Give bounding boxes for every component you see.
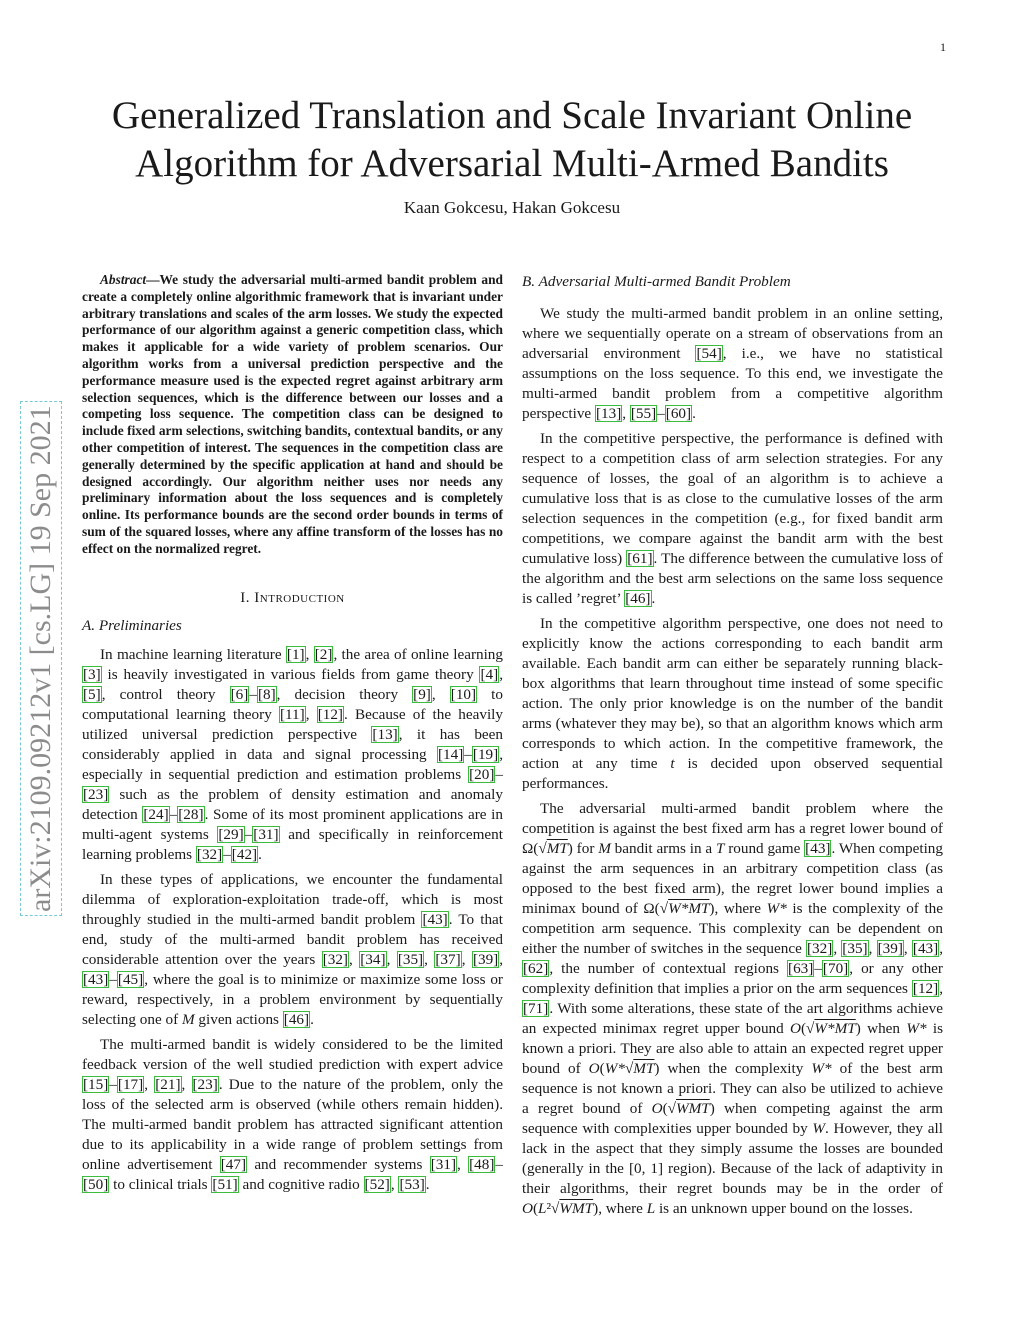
math-symbol: O (790, 1020, 801, 1037)
citation-link[interactable]: [32] (196, 845, 223, 863)
citation-link[interactable]: [34] (360, 950, 386, 968)
citation-link[interactable]: [43] (805, 840, 831, 857)
citation-link[interactable]: [3] (83, 665, 101, 683)
citation-link[interactable]: [70] (822, 960, 849, 977)
math-radicand: WMT (675, 1100, 710, 1117)
paper-title: Generalized Translation and Scale Invariant Online Algorithm for Adversarial Multi-Armed Bandits (111, 94, 913, 185)
math-symbol: L (646, 1200, 656, 1217)
citation-link[interactable]: [53] (399, 1175, 425, 1193)
citation-link[interactable]: [11] (279, 705, 305, 723)
section-b-paragraph-2: In the competitive perspective, the performance is defined with respect to a competition class of arm selection strategies. For any sequence of losses, the goal of an algorithm is to achieve a cumulative loss that is as close to the cumulative losses of the arm selection sequences in the competition (e.g., for fixed bandit arm competitions, we compare against the bandit arm with the best cumulative loss) [61]. The difference between the cumulative loss of the algorithm and the best arm selections on the same loss sequence is called ’regret’ [46]. (522, 430, 943, 607)
citation-link[interactable]: [13] (595, 405, 622, 422)
section-title-introduction (82, 588, 503, 608)
citation-link[interactable]: [54] (696, 345, 722, 362)
citation-link[interactable]: [14] (437, 745, 464, 763)
citation-link[interactable]: [24] (143, 805, 169, 823)
math-radicand: MT (546, 840, 568, 857)
math-symbol: T (715, 840, 725, 857)
math-symbol: M (598, 840, 611, 857)
citation-link[interactable]: [12] (912, 980, 939, 997)
citation-link[interactable]: [29] (218, 825, 244, 843)
citation-link[interactable]: [31] (253, 825, 279, 843)
citation-link[interactable]: [20] (469, 765, 495, 783)
citation-link[interactable]: [39] (472, 950, 499, 968)
citation-link[interactable]: [23] (83, 785, 109, 803)
citation-link[interactable]: [52] (364, 1175, 390, 1193)
math-symbol: O (651, 1100, 663, 1117)
citation-link[interactable]: [1] (286, 645, 305, 663)
math-symbol: W* (811, 1060, 832, 1077)
citation-link[interactable]: [4] (480, 665, 499, 683)
citation-link[interactable]: [63] (788, 960, 814, 977)
math-radicand: W*MT (668, 900, 710, 917)
citation-link[interactable]: [15] (83, 1075, 109, 1093)
citation-link[interactable]: [55] (630, 405, 657, 422)
intro-paragraph-3: The multi-armed bandit is widely considered to be the limited feedback version of the well studied prediction with expert advice [15]–[17], [21], [23]. Due to the nature of the problem, only the loss of the selected arm is observed (while others remain hidden). The multi-armed bandit problem has attracted significant attention due to its applicability in a wide range of problem settings from online advertisement [47] and recommender systems [31], [48]–[50] to clinical trials [51] and cognitive radio [52], [53]. (82, 1035, 504, 1193)
citation-link[interactable]: [32] (322, 950, 348, 968)
citation-link[interactable]: [51] (212, 1175, 238, 1193)
intro-paragraph-2: In these types of applications, we encounter the fundamental dilemma of exploration-exploitation trade-off, which is most throughly studied in the multi-armed bandit problem [43]. To that end, study of the multi-armed bandit problem has received considerable attention over the years [32], [34], [35], [37], [39], [43]–[45], where the goal is to minimize or maximize some loss or reward, respectively, in a problem environment by sequentially selecting one of M given actions [46]. (82, 870, 504, 1028)
citation-link[interactable]: [46] (625, 590, 651, 607)
citation-link[interactable]: [46] (283, 1010, 310, 1028)
math-radicand: W*MT (814, 1020, 856, 1037)
subsection-title-preliminaries: A. Preliminaries (82, 616, 182, 634)
section-b-paragraph-1: We study the multi-armed bandit problem in an online setting, where we sequentially operate on a stream of observations from an adversarial environment [54], i.e., we have no statistical assumptions on the loss sequence. To this end, we investigate the multi-armed bandit problem from a competitive algorithm perspective [13], [55]–[60]. (522, 305, 943, 422)
citation-link[interactable]: [62] (523, 960, 549, 977)
page-number: 1 (940, 40, 946, 54)
citation-link[interactable]: [21] (155, 1075, 181, 1093)
citation-link[interactable]: [35] (842, 940, 868, 957)
citation-link[interactable]: [5] (83, 685, 101, 703)
math-radicand: WMT (559, 1200, 594, 1217)
citation-link[interactable]: [43] (83, 970, 109, 988)
math-symbol: W* (604, 1060, 625, 1077)
math-symbol: L (538, 1200, 547, 1217)
subsection-title-adversarial-bandit: B. Adversarial Multi-armed Bandit Problem (522, 273, 791, 290)
citation-link[interactable]: [60] (665, 405, 692, 422)
citation-link[interactable]: [28] (178, 805, 204, 823)
math-symbol: O (588, 1060, 600, 1077)
math-symbol: t (670, 755, 675, 772)
section-b-paragraph-4: The adversarial multi-armed bandit problem where the competition is against the best fixed arm has a regret lower bound of Ω(√MT) for M bandit arms in a T round game [43]. When competing against the arm sequences in an arbitrary competition class (as opposed to the best fixed arm), the regret lower bound implies a minimax bound of Ω(√W*MT), where W* is the complexity of the competition arm sequence. This complexity can be dependent on either the number of switches in the sequence [32], [35], [39], [43], [62], the number of contextual regions [63]–[70], or any other complexity definition that implies a prior on the arm sequences [12], [71]. With some alterations, these state of the art algorithms achieve an expected minimax regret upper bound O(√W*MT) when W* is known a priori. They are also able to attain an expected regret upper bound of O(W*√MT) when the complexity W* of the best arm sequence is not known a priori. They can also be utilized to achieve a regret bound of O(√WMT) when competing against the arm sequence with complexities upper bounded by W. However, they all lack in the aspect that they simply assume the losses are bounded (generally in the [0, 1] region). Because of the lack of adaptivity in their algorithms, their regret bounds may be in the order of O(L²√WMT), where L is an unknown upper bound on the losses. (522, 800, 943, 1217)
citation-link[interactable]: [12] (317, 705, 343, 723)
citation-link[interactable]: [13] (372, 725, 398, 743)
math-symbol: W* (766, 900, 787, 917)
citation-link[interactable]: [6] (230, 685, 249, 703)
citation-link[interactable]: [47] (220, 1155, 247, 1173)
section-number: I. (240, 589, 251, 606)
citation-link[interactable]: [37] (435, 950, 461, 968)
citation-link[interactable]: [42] (231, 845, 258, 863)
citation-link[interactable]: [23] (192, 1075, 218, 1093)
citation-link[interactable]: [43] (422, 910, 448, 928)
citation-link[interactable]: [50] (83, 1175, 109, 1193)
abstract-text: —We study the adversarial multi-armed bandit problem and create a completely online algorithmic framework that is invariant under arbitrary translations and scales of the arm losses. We study the expected performance of our algorithm against a generic competition class, which makes it applicable for a wide variety of problem scenarios. Our algorithm works from a universal prediction perspective and the performance measure used is the expected regret against arbitrary arm selection sequences, which is the difference between our losses and a competing loss sequence. The competition class can be designed to include fixed arm selections, switching bandits, contextual bandits, or any other competition of interest. The sequences in the competition class are generally determined by the specific application at hand and should be designed accordingly. Our algorithm neither uses nor needs any preliminary information about the loss sequences and is completely online. Its performance bounds are the second order bounds in terms of sum of the squared losses, where any affine transform of the losses has no effect on the normalized regret. (82, 272, 503, 556)
paper-authors: Kaan Gokcesu, Hakan Gokcesu (403, 198, 621, 217)
right-column (522, 272, 943, 1224)
citation-link[interactable]: [35] (397, 950, 424, 968)
citation-link[interactable]: [31] (430, 1155, 457, 1173)
citation-link[interactable]: [45] (117, 970, 144, 988)
math-radicand: MT (633, 1060, 655, 1077)
citation-link[interactable]: [19] (472, 745, 499, 763)
citation-link[interactable]: [48] (469, 1155, 495, 1173)
citation-link[interactable]: [43] (912, 940, 939, 957)
math-symbol: O (522, 1200, 533, 1217)
math-symbol: W* (906, 1020, 927, 1037)
section-b-paragraph-3: In the competitive algorithm perspective, one does not need to explicitly know the actions corresponding to each bandit arm available. Each bandit arm can either be separately running black-box algorithms that learn throughout time instead of some specific action. The only prior knowledge is on the number of the bandit arms (whatever they may be), so that an algorithm knows which arm corresponds to which action. In the competitive framework, the action at any time t is decided upon observed sequential performances. (522, 615, 943, 792)
intro-paragraph-1: In machine learning literature [1], [2], the area of online learning [3] is heavily investigated in various fields from game theory [4], [5], control theory [6]–[8], decision theory [9], [10] to computational learning theory [11], [12]. Because of the heavily utilized universal prediction perspective [13], it has been considerably applied in data and signal processing [14]–[19], especially in sequential prediction and estimation problems [20]–[23] such as the problem of density estimation and anomaly detection [24]–[28]. Some of its most prominent applications are in multi-agent systems [29]–[31] and specifically in reinforcement learning problems [32]–[42]. (82, 645, 503, 863)
citation-link[interactable]: [32] (807, 940, 833, 957)
citation-link[interactable]: [61] (627, 550, 653, 567)
math-symbol: M (181, 1010, 195, 1028)
arxiv-stamp[interactable]: arXiv:2109.09212v1 [cs.LG] 19 Sep 2021 (24, 405, 57, 912)
abstract-label: Abstract (100, 272, 147, 287)
citation-link[interactable]: [10] (450, 685, 477, 703)
citation-link[interactable]: [39] (877, 940, 903, 957)
left-column (82, 272, 503, 1200)
math-symbol: W (812, 1120, 825, 1137)
citation-link[interactable]: [8] (257, 685, 276, 703)
citation-link[interactable]: [9] (413, 685, 431, 703)
abstract (82, 272, 503, 558)
citation-link[interactable]: [2] (314, 645, 333, 663)
citation-link[interactable]: [71] (523, 1000, 549, 1017)
citation-link[interactable]: [17] (117, 1075, 144, 1093)
section-title-text: Introduction (254, 589, 345, 606)
